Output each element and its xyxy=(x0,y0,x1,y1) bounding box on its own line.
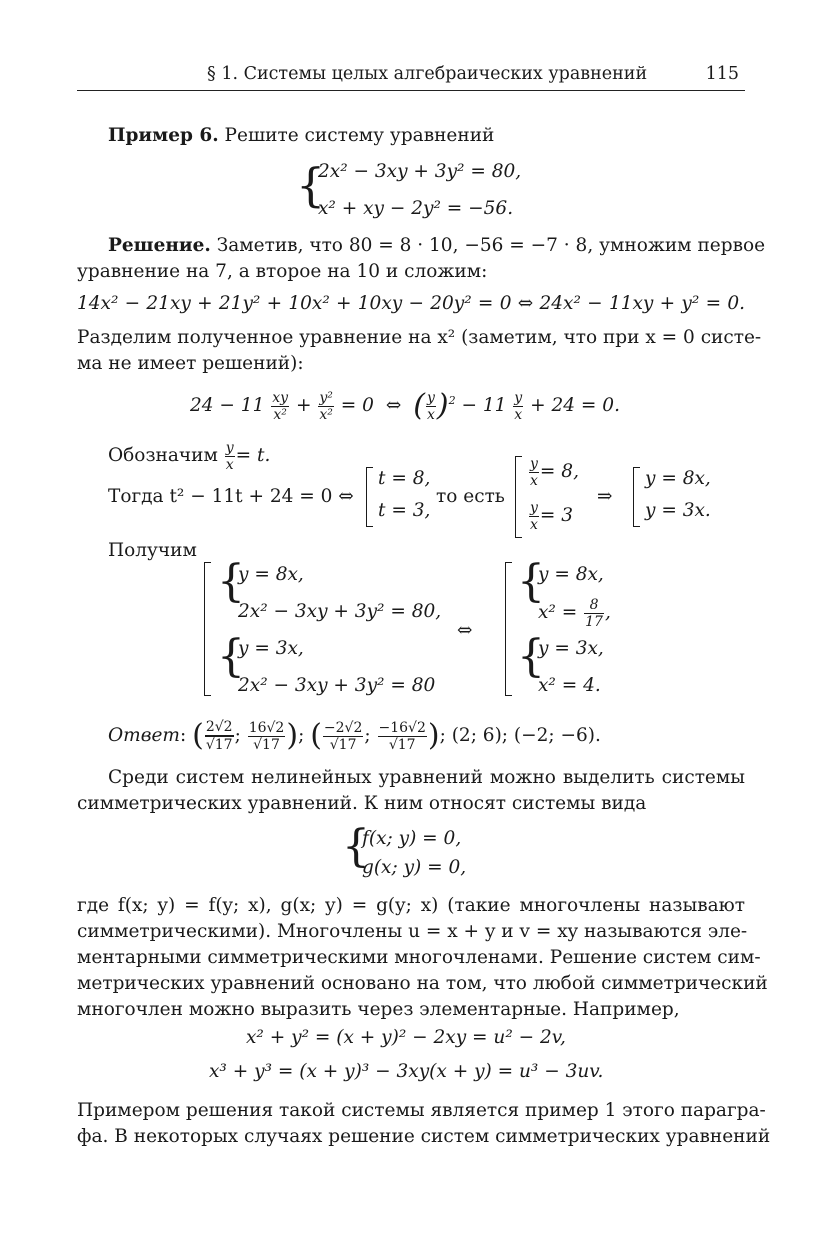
den: x xyxy=(530,472,538,489)
identity-2: x³ + y³ = (x + y)³ − 3xy(x + y) = u³ − 3uv. xyxy=(209,1061,604,1082)
num: 2√2 xyxy=(205,719,233,735)
para2-l2: симметрическими). Многочлены u = x + y и v = xy называются эле- xyxy=(77,921,748,942)
answer-line: Ответ: ( $\frac{2√2}{√17}$ ; $\frac{16√2}{√17}$ ); ( $\frac{-2√2}{√17}$ ; $\frac{-16√2}{√17}$ ); (2; 6); (−2; −6). xyxy=(108,718,601,753)
obtain-b1: y = 8x, xyxy=(538,564,604,585)
solution-line1-text: Заметив, что 80 = 8 · 10, −56 = −7 · 8, умножим первое xyxy=(216,235,766,256)
den: x² xyxy=(273,406,287,423)
den: x² xyxy=(319,406,333,423)
brace-a: { xyxy=(217,556,245,607)
den: √17 xyxy=(388,736,416,753)
bracket-t xyxy=(366,467,373,527)
den: x xyxy=(514,406,523,423)
obtain-a2: 2x² − 3xy + 3y² = 80, xyxy=(238,601,442,622)
bracket-left xyxy=(204,562,211,696)
de-zero: = 0 xyxy=(340,395,374,416)
num: 8 xyxy=(584,598,604,614)
then-text: Тогда t² − 11t + 24 = 0 ⇔ xyxy=(108,486,354,507)
para2-l1: где f(x; y) = f(y; x), g(x; y) = g(y; x) (такие многочлены называют xyxy=(77,895,745,916)
den: 17 xyxy=(585,613,603,630)
identity-1: x² + y² = (x + y)² − 2xy = u² − 2v, xyxy=(246,1027,566,1048)
solution-line4: ма не имеет решений): xyxy=(77,353,304,374)
para2-l5: многочлен можно выразить через элементарные. Например, xyxy=(77,999,680,1020)
solution-line1 xyxy=(77,235,766,257)
solution-line3: Разделим полученное уравнение на x² (заметим, что при x = 0 систе- xyxy=(77,327,762,348)
ans-frac-1 xyxy=(205,720,234,752)
b2-lhs: x² = xyxy=(538,602,578,623)
den: x xyxy=(530,516,538,533)
den: x xyxy=(225,456,234,473)
frac-y-x-r2 xyxy=(529,501,539,532)
num: −16√2 xyxy=(378,719,426,736)
denote-text: Обозначим xyxy=(108,445,218,466)
r2: = 3 xyxy=(539,505,574,526)
obtain-b3: y = 3x, xyxy=(538,638,604,659)
de-plus: + xyxy=(295,395,312,416)
num: y xyxy=(530,455,538,472)
system1-eq2: x² + xy − 2y² = −56. xyxy=(318,198,514,219)
system1-eq1: 2x² − 3xy + 3y² = 80, xyxy=(318,161,522,182)
num: y xyxy=(426,389,435,406)
solution-label: Решение. xyxy=(108,235,211,256)
para2-l4: метрических уравнений основано на том, что любой симметрический xyxy=(77,973,768,994)
brace-c: { xyxy=(517,556,545,607)
then-t1: t = 8, xyxy=(378,468,431,489)
de-iff: ⇔ xyxy=(385,395,402,416)
example-heading xyxy=(108,125,494,147)
system-sym-brace: { xyxy=(342,821,370,872)
bracket-right xyxy=(505,562,512,696)
para3-l2: фа. В некоторых случаях решение систем симметрических уравнений xyxy=(77,1126,771,1147)
frac-y2-x2 xyxy=(318,391,334,422)
then-arrow: ⇒ xyxy=(597,486,613,507)
de-left: 24 − 11 xyxy=(190,395,265,416)
num: y² xyxy=(319,389,333,406)
then-t2: t = 3, xyxy=(378,500,431,521)
frac-y-x-r1 xyxy=(529,457,539,488)
den: x xyxy=(426,406,435,423)
solution-equation: 14x² − 21xy + 21y² + 10x² + 10xy − 20y² = 0 ⇔ 24x² − 11xy + y² = 0. xyxy=(77,293,745,314)
frac-y-x-2 xyxy=(513,391,523,422)
para3-l1: Примером решения такой системы является пример 1 этого парагра- xyxy=(77,1100,766,1121)
obtain-a3: y = 3x, xyxy=(238,638,304,659)
para1-l2: симметрических уравнений. К ним относят системы вида xyxy=(77,793,647,814)
divided-equation: 24 − 11 $\frac{xy}{\text{x²}}$ + $\frac{\text{y²}}{\text{x²}}$ = 0 ⇔ ( $\frac{y}{x}$ )$^2$ − 11 $\frac{y}{x}$ + 24 = 0. xyxy=(190,388,620,423)
obtain-a4: 2x² − 3xy + 3y² = 80 xyxy=(238,675,436,696)
answer-label: Ответ xyxy=(108,725,180,746)
num: y xyxy=(530,499,538,516)
den: √17 xyxy=(329,736,357,753)
de-rest: − 11 xyxy=(461,395,507,416)
brace-b: { xyxy=(217,631,245,682)
ans-frac-3 xyxy=(323,721,363,752)
ans-frac-4 xyxy=(378,721,427,752)
ratio-eq1 xyxy=(528,453,579,491)
header-title: § 1. Системы целых алгебраических уравнений xyxy=(207,64,648,84)
obtain-label: Получим xyxy=(108,540,197,561)
then-y1: y = 8x, xyxy=(645,468,711,489)
frac-xy-x2 xyxy=(271,391,289,422)
num: y xyxy=(225,439,234,456)
frac-8-17 xyxy=(584,598,604,629)
frac-y-x xyxy=(426,391,436,422)
de-end: + 24 = 0. xyxy=(530,395,620,416)
example-label: Пример 6. xyxy=(108,125,219,146)
para1-l1 xyxy=(77,767,745,789)
example-text: Решите систему уравнений xyxy=(218,125,495,146)
bracket-y xyxy=(633,467,640,527)
running-header xyxy=(77,60,745,91)
ratio-eq2 xyxy=(528,497,573,535)
obtain-a1: y = 8x, xyxy=(238,564,304,585)
bracket-ratio xyxy=(515,456,522,538)
den: √17 xyxy=(205,737,233,753)
num: 16√2 xyxy=(248,719,285,736)
answer-tail: ; (2; 6); (−2; −6). xyxy=(439,725,601,746)
system-brace: { xyxy=(296,158,326,212)
obtain-iff: ⇔ xyxy=(457,620,473,641)
solution-line2: уравнение на 7, а второе на 10 и сложим: xyxy=(77,261,488,282)
para2-l3: ментарными симметрическими многочленами. Решение систем сим- xyxy=(77,947,761,968)
then-y2: y = 3x. xyxy=(645,500,711,521)
denote-eq: = t. xyxy=(235,445,271,466)
num: −2√2 xyxy=(323,719,363,736)
ans-frac-2 xyxy=(248,721,286,752)
sym-eq2: g(x; y) = 0, xyxy=(362,857,467,878)
num: y xyxy=(514,389,523,406)
den: √17 xyxy=(253,736,280,753)
denote-line xyxy=(108,436,270,476)
para1-text: Среди систем нелинейных уравнений можно выделить системы xyxy=(108,767,745,788)
num: xy xyxy=(272,389,289,406)
obtain-b4: x² = 4. xyxy=(538,675,601,696)
frac-y-x-denote xyxy=(225,441,235,472)
brace-d: { xyxy=(517,631,545,682)
sym-eq1: f(x; y) = 0, xyxy=(362,828,462,849)
then-that-is: то есть xyxy=(436,486,505,507)
page-number: 115 xyxy=(705,64,739,84)
obtain-b2: x² = $\frac{8}{17}$ , xyxy=(538,596,611,630)
r1: = 8, xyxy=(539,461,579,482)
